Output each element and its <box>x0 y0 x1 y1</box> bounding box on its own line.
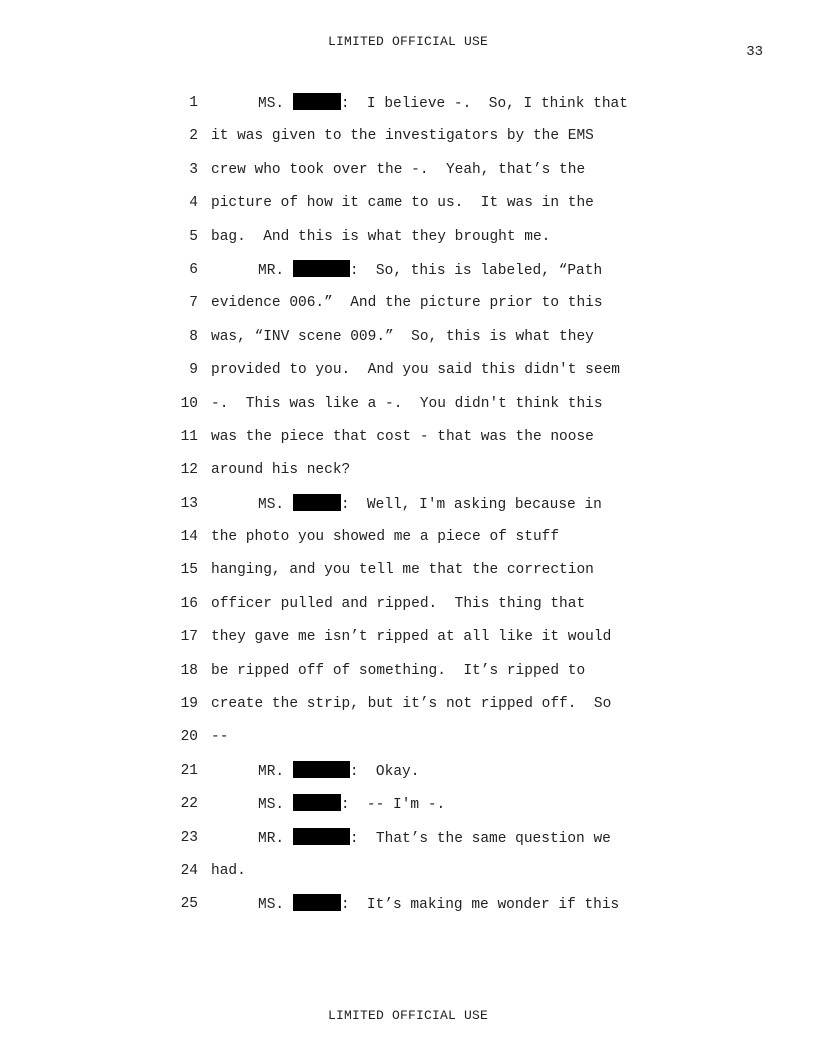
speaker-title: MS. <box>258 496 285 513</box>
transcript-line <box>160 861 680 894</box>
transcript-line <box>160 227 680 260</box>
header-classification-marking: LIMITED OFFICIAL USE <box>327 34 489 49</box>
speaker-title: MS. <box>258 96 285 112</box>
line-number: 7 <box>189 295 198 312</box>
line-number: 15 <box>180 562 198 579</box>
utterance-text: : It’s making me wonder if this <box>340 897 620 914</box>
transcript-line <box>160 93 680 126</box>
redacted-name-box <box>293 828 350 845</box>
transcript-line <box>160 560 680 593</box>
transcript-line <box>160 661 680 694</box>
line-number: 9 <box>189 362 198 379</box>
line-text: create the strip, but it’s not ripped off. So <box>211 696 612 713</box>
line-text <box>211 894 680 915</box>
transcript-line <box>160 494 680 527</box>
line-text: -. This was like a -. You didn't think this <box>211 395 603 412</box>
line-text: the photo you showed me a piece of stuff <box>211 529 560 546</box>
line-number: 24 <box>180 862 198 879</box>
speaker-title: MS. <box>258 797 285 814</box>
transcript-line <box>160 327 680 360</box>
line-text: officer pulled and ripped. This thing that <box>211 595 586 612</box>
line-number: 14 <box>180 529 198 546</box>
line-number: 23 <box>180 829 198 846</box>
transcript-line <box>160 427 680 460</box>
line-text: around his neck? <box>211 462 351 479</box>
transcript-line <box>160 627 680 660</box>
transcript-line <box>160 394 680 427</box>
speaker-title: MS. <box>258 897 285 914</box>
line-text <box>211 761 680 782</box>
transcript-line <box>160 727 680 760</box>
line-number: 17 <box>180 629 198 646</box>
transcript-line <box>160 160 680 193</box>
line-text: they gave me isn’t ripped at all like it would <box>211 629 612 646</box>
transcript-line <box>160 828 680 861</box>
transcript-line <box>160 594 680 627</box>
transcript-line <box>160 360 680 393</box>
line-number: 11 <box>180 428 198 445</box>
transcript-line <box>160 527 680 560</box>
line-text: was the piece that cost - that was the noose <box>211 428 594 445</box>
line-number: 3 <box>189 161 198 178</box>
line-number: 13 <box>180 495 198 512</box>
speaker-title: MR. <box>258 262 285 279</box>
line-text <box>211 828 680 849</box>
transcript-line <box>160 794 680 827</box>
line-number: 4 <box>189 195 198 212</box>
line-number: 22 <box>180 796 198 813</box>
line-text: had. <box>211 862 246 879</box>
speaker-title: MR. <box>258 763 285 780</box>
line-number: 21 <box>180 762 198 779</box>
line-text: -- <box>211 729 229 746</box>
redacted-name-box <box>293 494 341 511</box>
transcript-line <box>160 260 680 293</box>
utterance-text: : Well, I'm asking because in <box>340 496 602 513</box>
line-text: was, “INV scene 009.” So, this is what they <box>211 328 594 345</box>
line-text <box>211 93 680 114</box>
line-number: 12 <box>180 462 198 479</box>
line-text: provided to you. And you said this didn't seem <box>211 362 620 379</box>
footer-classification-marking: LIMITED OFFICIAL USE <box>327 1008 489 1023</box>
transcript-line <box>160 761 680 794</box>
utterance-text: : -- I'm -. <box>340 797 446 814</box>
transcript-line <box>160 460 680 493</box>
transcript-line <box>160 293 680 326</box>
transcript-line <box>160 694 680 727</box>
redacted-name-box <box>293 260 350 277</box>
line-number: 5 <box>189 228 198 245</box>
line-number: 25 <box>180 896 198 913</box>
utterance-text: : So, this is labeled, “Path <box>349 262 603 279</box>
line-number: 20 <box>180 729 198 746</box>
transcript-body <box>160 93 680 928</box>
redacted-name-box <box>293 794 341 811</box>
line-text <box>211 494 680 515</box>
redacted-name-box <box>293 93 341 110</box>
line-text <box>211 260 680 281</box>
line-number: 8 <box>189 328 198 345</box>
line-text: be ripped off of something. It’s ripped to <box>211 662 586 679</box>
utterance-text: : Okay. <box>349 763 420 780</box>
redacted-name-box <box>293 894 341 911</box>
transcript-line <box>160 894 680 927</box>
line-number: 10 <box>180 395 198 412</box>
line-text <box>211 794 680 815</box>
line-text: it was given to the investigators by the EMS <box>211 128 594 145</box>
line-text: picture of how it came to us. It was in the <box>211 195 594 212</box>
page-number: 33 <box>746 44 763 60</box>
line-text: evidence 006.” And the picture prior to this <box>211 295 603 312</box>
line-number: 1 <box>189 95 198 111</box>
transcript-line <box>160 126 680 159</box>
line-number: 19 <box>180 696 198 713</box>
line-number: 6 <box>189 261 198 278</box>
transcript-line <box>160 193 680 226</box>
line-number: 2 <box>189 128 198 145</box>
line-number: 16 <box>180 595 198 612</box>
line-text: hanging, and you tell me that the correction <box>211 562 594 579</box>
line-text: crew who took over the -. Yeah, that’s the <box>211 161 586 178</box>
utterance-text: : That’s the same question we <box>349 830 611 847</box>
redacted-name-box <box>293 761 350 778</box>
utterance-text: : I believe -. So, I think that <box>340 96 628 112</box>
line-number: 18 <box>180 662 198 679</box>
line-text: bag. And this is what they brought me. <box>211 228 551 245</box>
speaker-title: MR. <box>258 830 285 847</box>
